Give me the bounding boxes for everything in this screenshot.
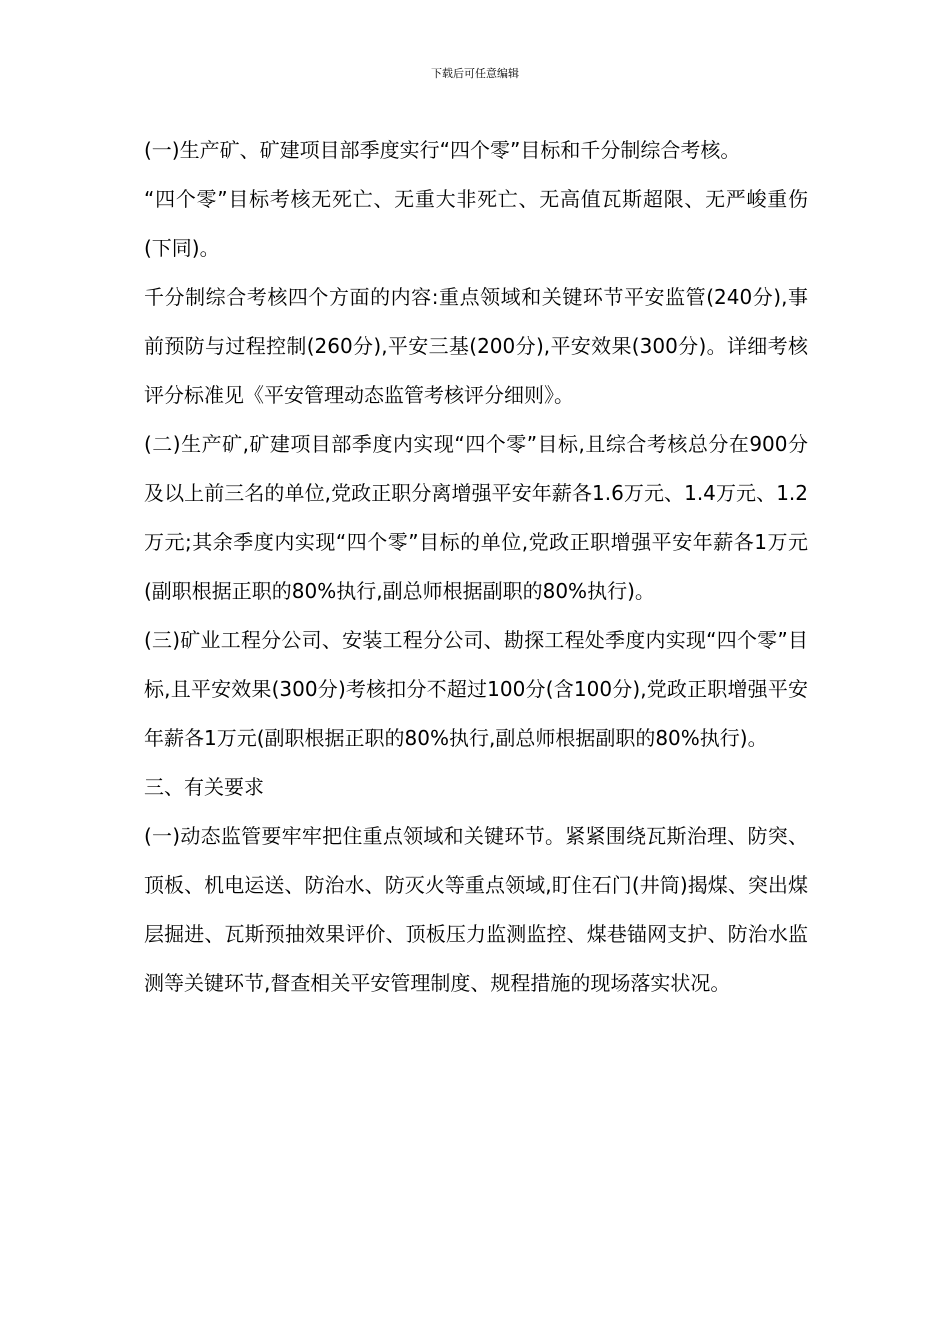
document-body	[144, 126, 808, 1008]
paragraph-6: (一)动态监管要牢牢把住重点领域和关键环节。紧紧围绕瓦斯治理、防突、顶板、机电运送、防治水、防灭火等重点领域,盯住石门(井筒)揭煤、突出煤层掘进、瓦斯预抽效果评价、顶板压力监测监控、煤巷锚网支护、防治水监测等关键环节,督查相关平安管理制度、规程措施的现场落实状况。	[144, 824, 808, 995]
paragraph-2: “四个零”目标考核无死亡、无重大非死亡、无高值瓦斯超限、无严峻重伤(下同)。	[144, 187, 808, 260]
paragraph-1: (一)生产矿、矿建项目部季度实行“四个零”目标和千分制综合考核。	[144, 138, 741, 162]
section-heading: 三、有关要求	[144, 775, 264, 799]
paragraph-5: (三)矿业工程分公司、安装工程分公司、勘探工程处季度内实现“四个零”目标,且平安效果(300分)考核扣分不超过100分(含100分),党政正职增强平安年薪各1万元(副职根据正职的80%执行,副总师根据副职的80%执行)。	[144, 628, 808, 750]
page-header: 下载后可任意编辑	[431, 67, 519, 80]
paragraph-4: (二)生产矿,矿建项目部季度内实现“四个零”目标,且综合考核总分在900分及以上前三名的单位,党政正职分离增强平安年薪各1.6万元、1.4万元、1.2万元;其余季度内实现“四个零”目标的单位,党政正职增强平安年薪各1万元(副职根据正职的80%执行,副总师根据副职的80%执行)。	[144, 432, 808, 603]
paragraph-3: 千分制综合考核四个方面的内容:重点领域和关键环节平安监管(240分),事前预防与过程控制(260分),平安三基(200分),平安效果(300分)。详细考核评分标准见《平安管理动态监管考核评分细则》。	[144, 285, 808, 407]
